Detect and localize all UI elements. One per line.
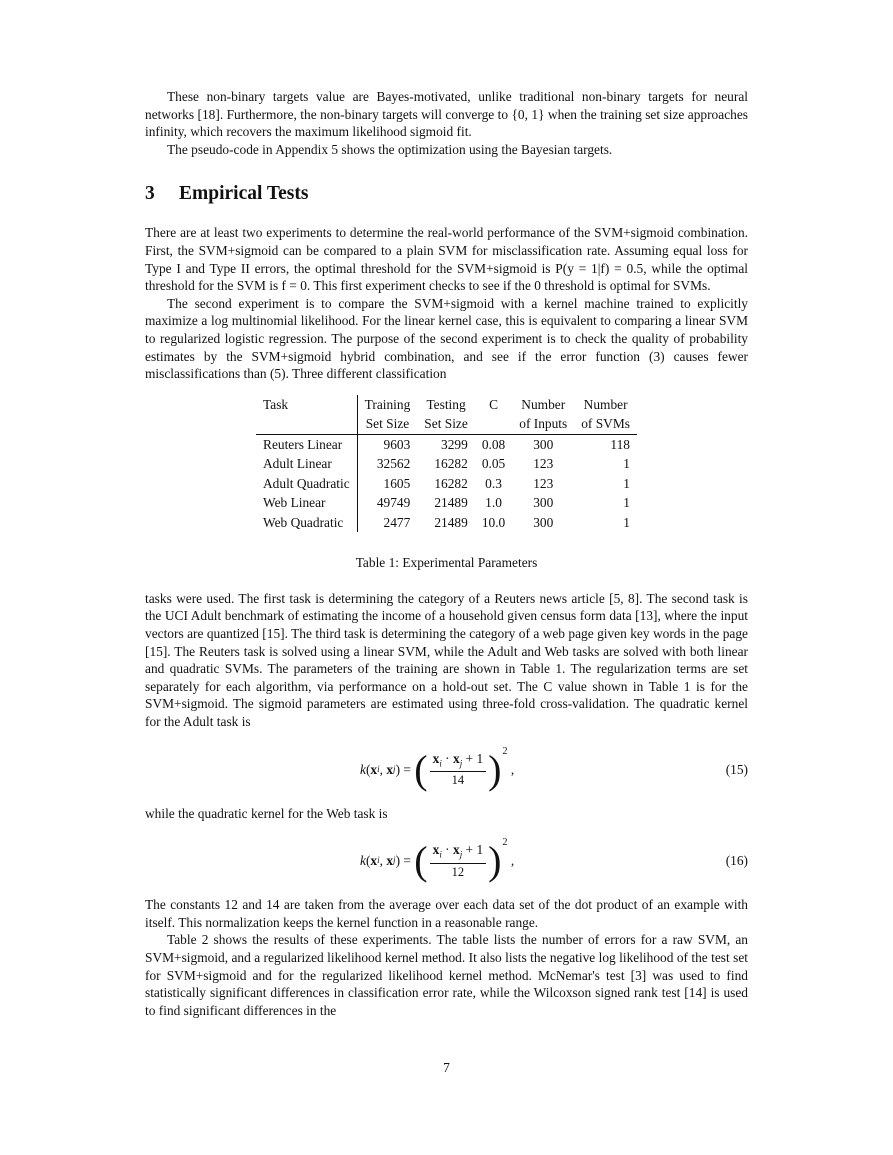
table-header — [256, 414, 357, 434]
table-cell: 16282 — [434, 475, 468, 491]
table-cell: 21489 — [434, 514, 468, 530]
table-cell: 49749 — [376, 495, 411, 511]
equation-fraction: $\frac{x_i \cdot x_j + 1}{14}$ — [430, 751, 487, 789]
table-cell: 0.08 — [481, 436, 506, 452]
paragraph: The constants 12 and 14 are taken from the average over each data set of the dot product of an example with itself. This normalization keeps the kernel function in a reasonable range. — [145, 897, 748, 930]
page-number: 7 — [443, 1060, 450, 1075]
table-cell: Adult Linear — [256, 454, 357, 474]
equation-exponent: 2 — [502, 745, 508, 757]
table-header: Set Size — [357, 414, 417, 434]
paragraph: The second experiment is to compare the SVM+sigmoid with a kernel machine trained to explicitly maximize a log multinomial likelihood. For the linear kernel case, this is equivalent to comparing a linear SVM to regularized logistic regression. The purpose of the second experiment is to check the quality of probability estimates by the SVM+sigmoid hybrid combination, and see if the error function (3) causes fewer misclassifications than (5). Three different classification — [145, 295, 748, 382]
table-cell: 0.05 — [481, 456, 506, 472]
table-row — [256, 474, 637, 494]
equation-15 — [145, 741, 748, 799]
table-cell: 1 — [623, 495, 630, 511]
table-row — [256, 454, 637, 474]
table-cell: Web Quadratic — [256, 513, 357, 533]
table-cell: 1 — [623, 456, 630, 472]
table-header-row — [256, 395, 637, 415]
table-cell: 16282 — [434, 456, 468, 472]
parameters-table — [256, 395, 637, 533]
table-caption: Table 1: Experimental Parameters — [355, 555, 538, 571]
equation-lhs: k — [360, 761, 366, 777]
table-row — [256, 434, 637, 454]
equation-denominator: 14 — [451, 773, 465, 788]
section-title: Empirical Tests — [179, 183, 309, 205]
table-row — [256, 493, 637, 513]
table-cell: 300 — [533, 436, 554, 452]
paragraph: There are at least two experiments to determine the real-world performance of the SVM+sigmoid combination. First, the SVM+sigmoid can be compared to a plain SVM for misclassification rate. Assuming equal loss for Type I and Type II errors, the optimal threshold for the SVM+sigmoid is P(y = 1|f) = 0.5, while the optimal threshold for the SVM is f = 0. This first experiment checks to see if the 0 threshold is optimal for SVMs. — [145, 225, 748, 294]
table-cell: 21489 — [434, 495, 468, 511]
page-content — [145, 88, 748, 1019]
table-cell: 1605 — [383, 475, 411, 491]
table-cell: 1.0 — [485, 495, 502, 511]
table-cell: 32562 — [376, 456, 411, 472]
equation-number: (16) — [725, 853, 748, 869]
paragraph: The pseudo-code in Appendix 5 shows the optimization using the Bayesian targets. — [167, 141, 613, 157]
table-header: Task — [256, 395, 357, 415]
equation-body: k ( x i , x j ) = ( $\frac{x_i \cdot x_j + 1}{12}$ ) 2 , — [360, 832, 514, 890]
table-cell: 118 — [610, 436, 630, 452]
equation-body: k ( x i , x j ) = ( $\frac{x_i \cdot x_j + 1}{14}$ ) 2 , — [360, 741, 514, 799]
table-cell: Web Linear — [256, 493, 357, 513]
table-cell: 10.0 — [481, 514, 506, 530]
equation-16 — [145, 832, 748, 890]
table-cell: 300 — [533, 514, 554, 530]
table-cell: 3299 — [441, 436, 468, 452]
table-header-row — [256, 414, 637, 434]
table-cell: 2477 — [383, 514, 411, 530]
table-cell: 1 — [623, 475, 630, 491]
table-header: Number — [583, 396, 628, 412]
equation-fraction: $\frac{x_i \cdot x_j + 1}{12}$ — [430, 842, 487, 880]
table-header: Testing — [426, 396, 466, 412]
table-cell: 9603 — [383, 436, 411, 452]
table-cell: Adult Quadratic — [256, 474, 357, 494]
equation-exponent: 2 — [502, 837, 508, 849]
paragraph: tasks were used. The first task is determining the category of a Reuters news article [5, 8]. The second task is the UCI Adult benchmark of estimating the income of a household given census form data [13], where the input vectors are quantized [15]. The third task is determining the category of a web page given key words in the page [15]. The Reuters task is solved using a linear SVM, while the Adult and Web tasks are solved with both linear and quadratic SVMs. The parameters of the training are shown in Table 1. The regularization terms are set separately for each algorithm, via performance on a hold-out set. The C value shown in Table 1 is for the SVM+sigmoid. The sigmoid parameters are estimated using three-fold cross-validation. The quadratic kernel for the Adult task is — [145, 590, 748, 729]
table-header: of Inputs — [512, 414, 574, 434]
table-cell: 300 — [533, 495, 554, 511]
table-row — [256, 513, 637, 533]
table-cell: 0.3 — [485, 475, 502, 491]
table-header: Training — [364, 396, 411, 412]
table-cell: Reuters Linear — [256, 434, 357, 454]
table-header: of SVMs — [574, 414, 637, 434]
table-header: C — [489, 396, 498, 412]
table-header: Number — [521, 396, 566, 412]
table-cell: 1 — [623, 514, 630, 530]
table-cell: 123 — [533, 475, 554, 491]
paragraph: These non-binary targets value are Bayes-motivated, unlike traditional non-binary targets for neural networks [18]. Furthermore, the non-binary targets will converge to {0, 1} when the training set size approaches infinity, which recovers the maximum likelihood sigmoid fit. — [145, 89, 748, 140]
paragraph: while the quadratic kernel for the Web task is — [145, 805, 388, 821]
equation-denominator: 12 — [451, 864, 465, 879]
paragraph: Table 2 shows the results of these experiments. The table lists the number of errors for a raw SVM, an SVM+sigmoid, and a regularized likelihood kernel method. It also lists the negative log likelihood of the test set for SVM+sigmoid and for the regularized likelihood kernel method. McNemar's test [3] was used to find statistically significant differences in classification error rate, while the Wilcoxson signed rank test [14] is used to find significant differences in the — [145, 932, 748, 1018]
table-cell: 123 — [533, 456, 554, 472]
section-number: 3 — [145, 183, 155, 205]
table-header — [475, 414, 512, 434]
section-heading — [145, 182, 748, 206]
equation-number: (15) — [725, 761, 748, 777]
table-header: Set Size — [417, 414, 475, 434]
equation-lhs: k — [360, 853, 366, 869]
